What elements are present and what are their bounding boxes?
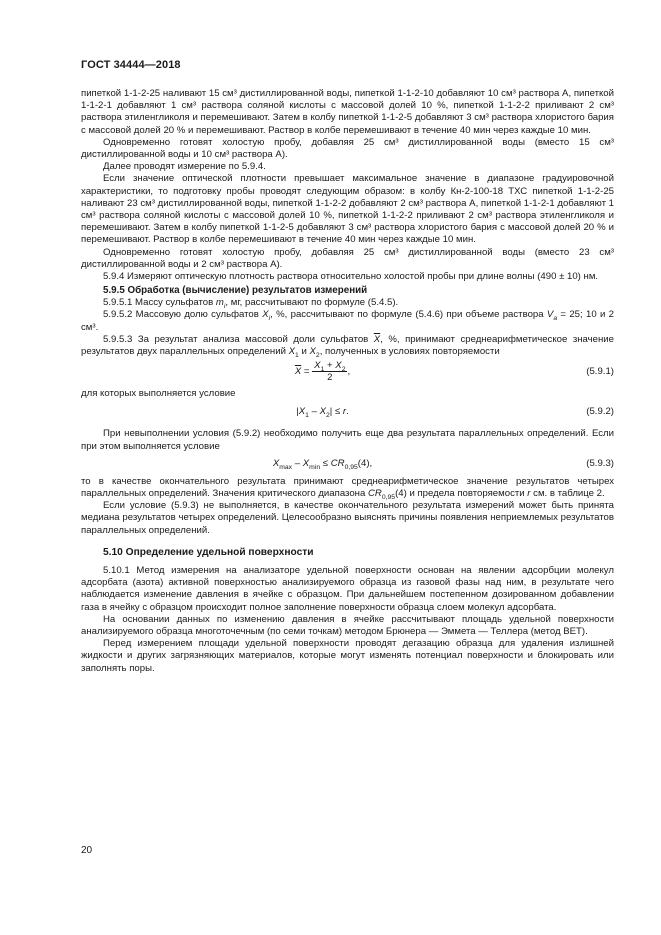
paragraph: 5.9.5.2 Массовую долю сульфатов $X_i$, %, рассчитывают по формуле (5.4.6) при объеме раствора $V_а = 25$; 10 и 2 см³. [81, 309, 614, 333]
formula-5-9-1: $\overline{X}$ = $\frac{X_1 + X_2}{2}$ , (5.9.1) [294, 360, 614, 384]
formula-number: (5.9.3) [586, 457, 614, 469]
formula-5-9-3: $X_{max} - X_{min} \le CR_{0,95}(4)$, (5.9.3) [272, 457, 614, 471]
paragraph: то в качестве окончательного результата принимают среднеарифметическое значение результатов четырех параллельных определений. Значения критического диапазона $CR_{0,95}(4)$ и предела повторяемости r см. в таблице 2. [81, 475, 614, 501]
section-heading-5-9-5: 5.9.5 Обработка (вычисление) результатов измерений [103, 285, 368, 297]
paragraph: На основании данных по изменению давления в ячейке рассчитывают площадь удельной поверхности анализируемого образца многоточечным (по семи точкам) методом Брюнера — Эммета — Теллера (метод ВЕТ). [81, 613, 614, 637]
fraction: $\frac{X_1 + X_2}{2}$ [314, 360, 346, 384]
paragraph: Перед измерением площади удельной поверхности проводят дегазацию образца для удаления излишней жидкости и других загрязняющих материалов, которые могут изменять потенциал поверхности и блокировать или заполнять поры. [81, 638, 614, 674]
formula-number: (5.9.2) [586, 406, 614, 418]
paragraph: Далее проводят измерение по 5.9.4. [103, 161, 266, 173]
paragraph: При невыполнении условия (5.9.2) необходимо получить еще два результата параллельных определений. Если при этом выполняется условие [81, 428, 614, 452]
paragraph: Одновременно готовят холостую пробу, добавляя 25 см³ дистиллированной воды (вместо 23 см³ дистиллированной воды и 2 см³ раствора А). [81, 246, 614, 270]
paragraph: 5.9.5.1 Массу сульфатов $m_i$, мг, рассчитывают по формуле (5.4.5). [103, 297, 399, 311]
paragraph: 5.10.1 Метод измерения на анализаторе удельной поверхности основан на явлении адсорбции молекул адсорбата (азота) активной поверхностью анализируемого образца из газовой фазы над ним, в результате чего наблюдается изменение давления в ячейке с образцом. При дальнейшем постепенном дозированном добавлении газа в ячейку с образцом происходит полное заполнение поверхности образца слоем молекул адсорбата. [81, 564, 614, 613]
paragraph: 5.9.4 Измеряют оптическую плотность раствора относительно холостой пробы при длине волны (490 ± 10) нм. [103, 271, 599, 283]
paragraph: Одновременно готовят холостую пробу, добавляя 25 см³ дистиллированной воды (вместо 15 см³ дистиллированной воды и 10 см³ раствора А). [81, 136, 614, 161]
paragraph: Если условие (5.9.3) не выполняется, в качестве окончательного результата измерений может быть принята медиана результатов четырех определений. Целесообразно выяснять причины появления неприемлемых результатов параллельных определений. [81, 500, 614, 536]
paragraph: 5.9.5.3 За результат анализа массовой доли сульфатов $\overline{X}$, %, принимают среднеарифметическое значение результатов двух параллельных определений $X_1$ и $X_2$, полученных в условиях повторяемости [81, 333, 614, 359]
page-number: 20 [81, 845, 93, 856]
formula-number: (5.9.1) [586, 366, 614, 378]
paragraph: Если значение оптической плотности превышает максимальное значение в диапазоне градуировочной характеристики, то подготовку пробы проводят следующим образом: в колбу Кн-2-100-18 ТХС пипеткой 1-1-2-25 наливают 23 см³ дистиллированной воды, пипеткой 1-1-2-2 добавляют 2 см³ раствора А, пипеткой 1-1-2-1 добавляют 1 см³ раствора соляной кислоты с массовой долей 10 %, пипеткой 1-1-2-2 приливают 2 см³ раствора этиленгликоля и перемешивают. Затем в колбу пипеткой 1-1-2-5 добавляют 3 см³ раствора хлористого бария с массовой долей 20 % и перемешивают. Раствор в колбе перемешивают в течение 40 мин через каждые 10 мин. [81, 173, 614, 246]
document-body [81, 88, 614, 675]
section-heading-5-10: 5.10 Определение удельной поверхности [103, 546, 314, 558]
document-header: ГОСТ 34444—2018 [81, 59, 181, 71]
paragraph: пипеткой 1-1-2-25 наливают 15 см³ дистиллированной воды, пипеткой 1-1-2-10 добавляют 10 см³ раствора А, пипеткой 1-1-2-1 добавляют 1 см³ раствора соляной кислоты с массовой долей 10 %, пипеткой 1-1-2-2 приливают 2 см³ раствора этиленгликоля и перемешивают. Затем в колбу пипеткой 1-1-2-5 добавляют 3 см³ раствора хлористого бария с массовой долей 20 % и перемешивают. Раствор в колбе перемешивают в течение 40 мин через каждые 10 мин. [81, 88, 614, 136]
formula-5-9-2: $|X_1 - X_2| \le r$. (5.9.2) [296, 406, 614, 420]
paragraph: для которых выполняется условие [81, 388, 236, 400]
